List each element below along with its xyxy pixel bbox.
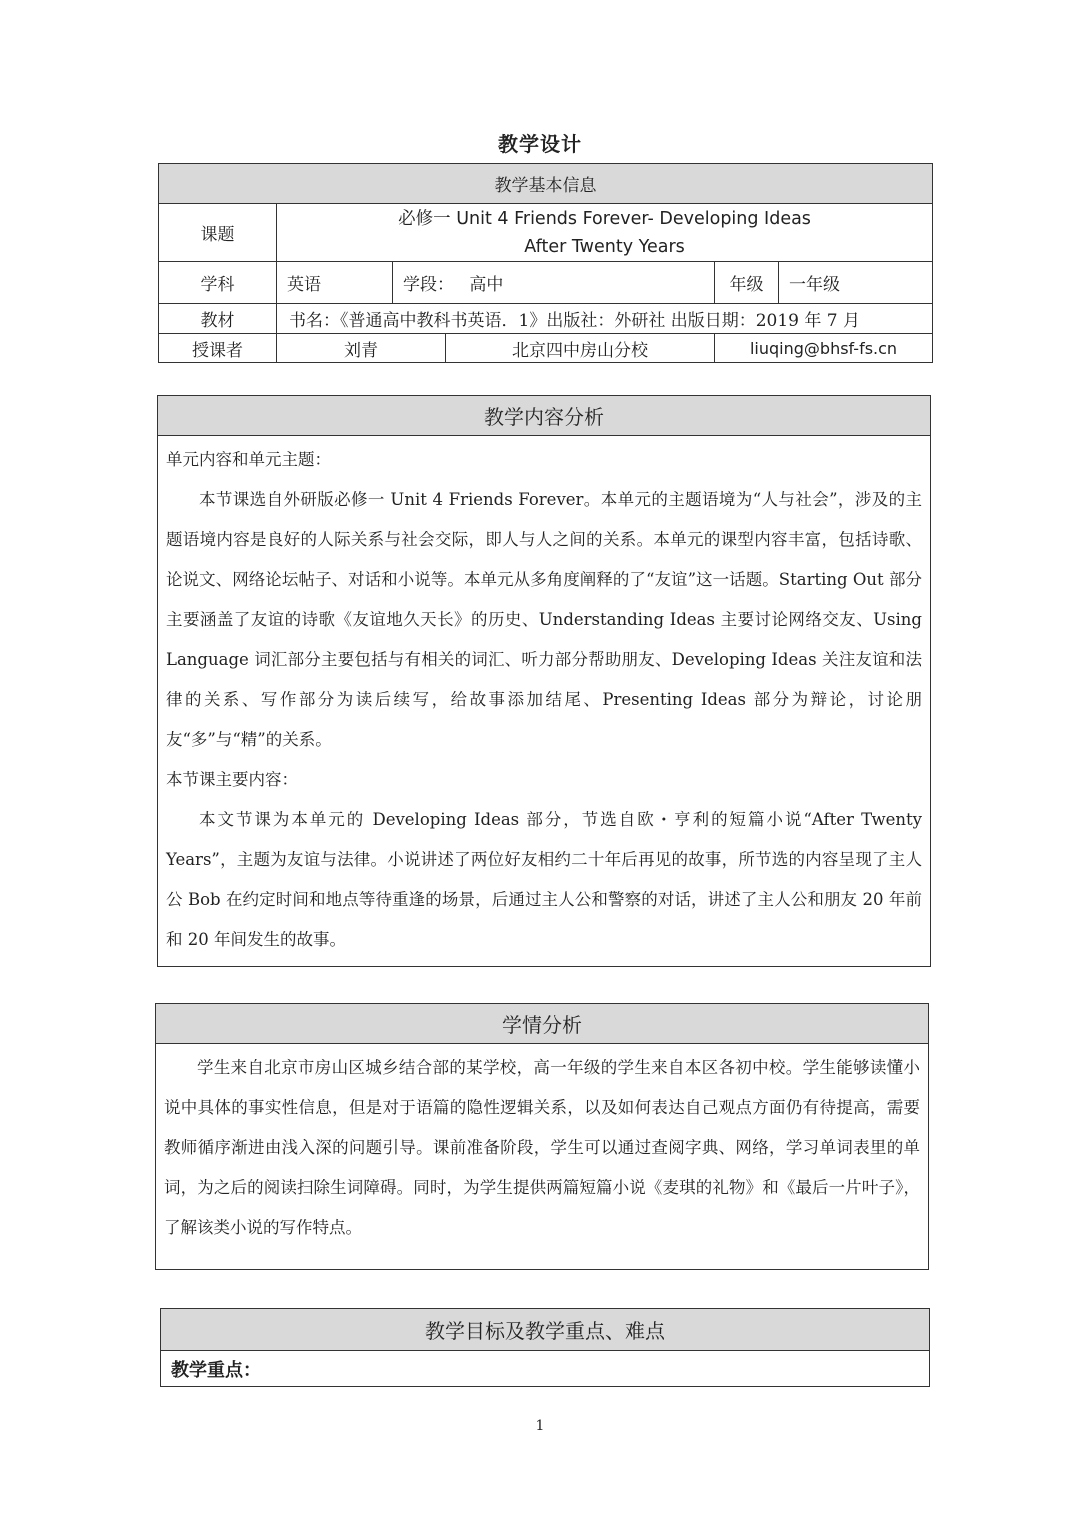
objectives-table xyxy=(160,1308,930,1387)
topic-label: 课题 xyxy=(159,204,277,262)
topic-value xyxy=(277,204,933,262)
key-points-label: 教学重点： xyxy=(161,1351,930,1387)
stage-value: 高中 xyxy=(469,275,504,295)
student-analysis-header: 学情分析 xyxy=(156,1004,929,1044)
page-title: 教学设计 xyxy=(498,132,582,156)
unit-text: 本节课选自外研版必修一 Unit 4 Friends Forever。本单元的主题语境为“人与社会”，涉及的主题语境内容是良好的人际关系与社会交际，即人与人之间的关系。本单元的课型内容丰富，包括诗歌、论说文、网络论坛帖子、对话和小说等。本单元从多角度阐释的了“友谊”这一话题。Starting Out 部分主要涵盖了友谊的诗歌《友谊地久天长》的历史、Understanding Ideas 主要讨论网络交友、Using Language 词汇部分主要包括与有相关的词汇、听力部分帮助朋友、Developing Ideas 关注友谊和法律的关系、写作部分为读后续写，给故事添加结尾、Presenting Ideas 部分为辩论，讨论朋友“多”与“精”的关系。 xyxy=(166,490,922,749)
topic-line-1: 必修一 Unit 4 Friends Forever- Developing Ideas xyxy=(398,208,811,229)
grade-value: 一年级 xyxy=(779,262,933,304)
subject-label: 学科 xyxy=(159,262,277,304)
content-analysis-header: 教学内容分析 xyxy=(158,396,931,436)
page-number: 1 xyxy=(535,1418,545,1434)
basic-info-table xyxy=(158,163,933,363)
school-name: 北京四中房山分校 xyxy=(446,334,715,363)
basic-info-header: 教学基本信息 xyxy=(159,164,933,204)
lesson-text: 本文节课为本单元的 Developing Ideas 部分，节选自欧・亨利的短篇小说“After Twenty Years”，主题为友谊与法律。小说讲述了两位好友相约二十年后再见的故事，所节选的内容呈现了主人公 Bob 在约定时间和地点等待重逢的场景，后通过主人公和警察的对话，讲述了主人公和朋友 20 年前和 20 年间发生的故事。 xyxy=(166,810,922,949)
student-analysis-body xyxy=(156,1044,929,1270)
teacher-label: 授课者 xyxy=(159,334,277,363)
content-analysis-table xyxy=(157,395,931,967)
topic-line-2: After Twenty Years xyxy=(524,236,685,257)
teacher-email: liuqing@bhsf-fs.cn xyxy=(715,334,933,363)
lesson-heading: 本节课主要内容： xyxy=(166,770,298,789)
objectives-header: 教学目标及教学重点、难点 xyxy=(161,1309,930,1351)
subject-value: 英语 xyxy=(277,262,393,304)
stage-cell xyxy=(393,262,715,304)
textbook-label: 教材 xyxy=(159,304,277,334)
teacher-name: 刘青 xyxy=(277,334,446,363)
student-analysis-text: 学生来自北京市房山区城乡结合部的某学校，高一年级的学生来自本区各初中校。学生能够读懂小说中具体的事实性信息，但是对于语篇的隐性逻辑关系，以及如何表达自己观点方面仍有待提高，需要教师循序渐进由浅入深的问题引导。课前准备阶段，学生可以通过查阅字典、网络，学习单词表里的单词，为之后的阅读扫除生词障碍。同时，为学生提供两篇短篇小说《麦琪的礼物》和《最后一片叶子》，了解该类小说的写作特点。 xyxy=(164,1058,920,1237)
content-analysis-body xyxy=(158,436,931,967)
textbook-value: 书名：《普通高中教科书英语．1》出版社：外研社 出版日期：2019 年 7 月 xyxy=(277,304,933,334)
unit-heading: 单元内容和单元主题： xyxy=(166,450,331,469)
student-analysis-table xyxy=(155,1003,929,1270)
grade-label: 年级 xyxy=(715,262,779,304)
stage-label: 学段： xyxy=(403,275,454,295)
